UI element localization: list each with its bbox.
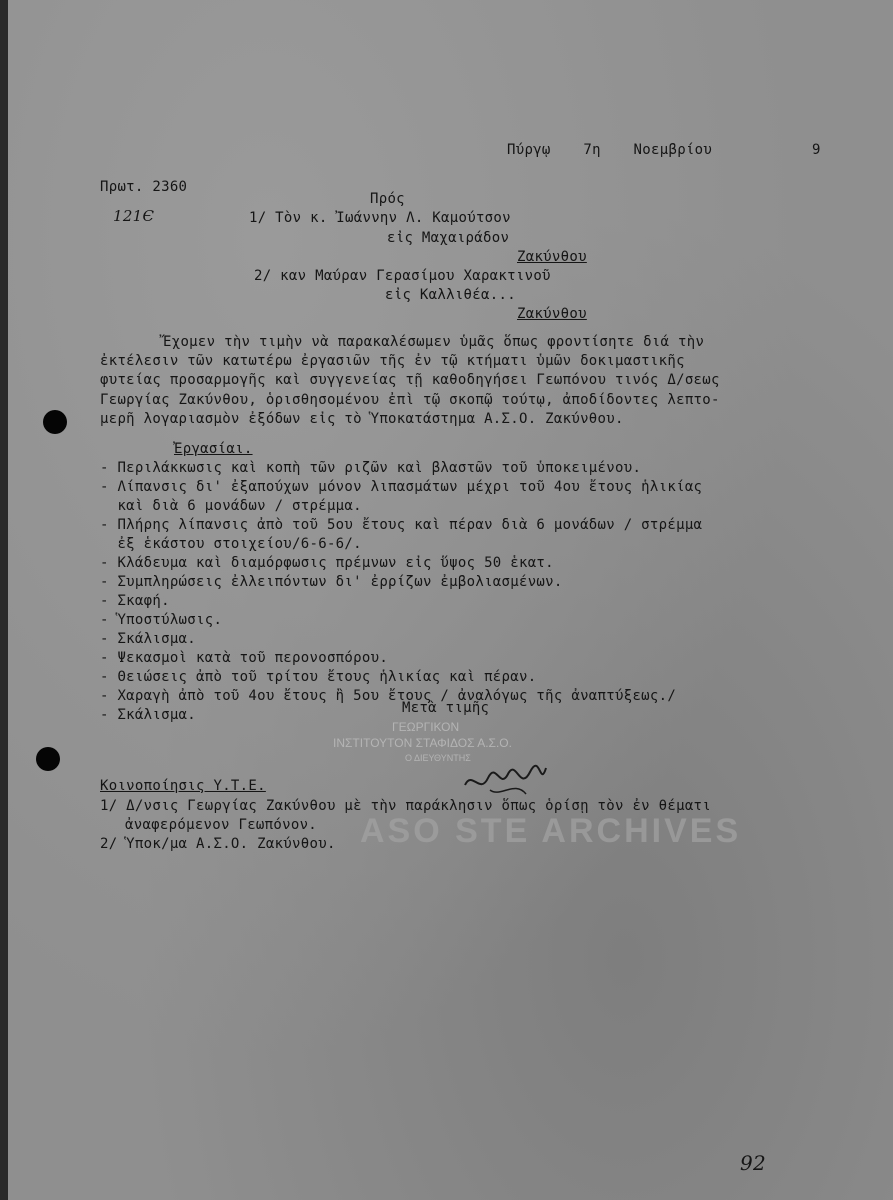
work-item: - Ψεκασμοὶ κατὰ τοῦ περονοσπόρου. — [100, 650, 389, 666]
work-item: - Λίπανσις δι' ἐξαπούχων μόνον λιπασμάτων μέχρι τοῦ 4ου ἔτους ἡλικίας — [100, 479, 703, 495]
handwritten-note: 121Є — [113, 207, 155, 225]
place-date: Πύργῳ 7η Νοεμβρίου — [507, 142, 713, 158]
punch-hole-bottom — [36, 747, 60, 771]
work-item: - Σκάλισμα. — [100, 707, 197, 723]
recipient-1-island: Ζακύνθου — [517, 249, 587, 265]
body-line-4: Γεωργίας Ζακύνθου, ὁρισθησομένου ἐπὶ τῷ σκοπῷ τούτῳ, ἀποδίδοντες λεπτο- — [100, 392, 720, 408]
body-line-1: Ἔχομεν τὴν τιμὴν νὰ παρακαλέσωμεν ὑμᾶς ὅπως φροντίσητε διά τὴν — [163, 334, 705, 350]
handwritten-page-number: 92 — [740, 1151, 767, 1175]
body-line-3: φυτείας προσαρμογῆς καὶ συγγενείας τῇ καθοδηγήσει Γεωπόνου τινός Δ/σεως — [100, 372, 720, 388]
stamp-line-3: Ο ΔΙΕΥΘΥΝΤΗΣ — [405, 753, 471, 763]
work-item: - Σκάλισμα. — [100, 631, 197, 647]
recipient-1-place: εἰς Μαχαιράδον — [387, 230, 510, 246]
punch-hole-top — [43, 410, 67, 434]
works-heading: Ἐργασίαι. — [174, 441, 253, 457]
protocol-number: Πρωτ. 2360 — [100, 179, 188, 195]
work-item: - Ὑποστύλωσις. — [100, 612, 223, 628]
stamp-line-2: ΙΝΣΤΙΤΟΥΤΟΝ ΣΤΑΦΙΔΟΣ Α.Σ.Ο. — [333, 736, 512, 750]
work-item: - Σκαφή. — [100, 593, 170, 609]
recipient-2-island: Ζακύνθου — [517, 306, 587, 322]
recipients-pros: Πρός — [370, 191, 405, 207]
recipient-1-name: 1/ Τὸν κ. Ἰωάννην Λ. Καμούτσον — [249, 210, 511, 226]
work-item: - Κλάδευμα καὶ διαμόρφωσις πρέμνων εἰς ὕψος 50 ἑκατ. — [100, 555, 554, 571]
recipient-2-name: 2/ καν Μαύραν Γερασίμου Χαρακτινοῦ — [254, 268, 551, 284]
closing-with-honor: Μετὰ τιμῆς — [402, 700, 490, 716]
work-item: καὶ διὰ 6 μονάδων / στρέμμα. — [100, 498, 362, 514]
work-item: - Χαραγὴ ἀπὸ τοῦ 4ου ἔτους ἢ 5ου ἔτους / ἀναλόγως τῆς ἀναπτύξεως./ — [100, 688, 677, 704]
notification-heading: Κοινοποίησις Υ.Τ.Ε. — [100, 778, 266, 794]
work-item: - Πλήρης λίπανσις ἀπὸ τοῦ 5ου ἔτους καὶ πέραν διὰ 6 μονάδων / στρέμμα — [100, 517, 703, 533]
body-line-5: μερῆ λογαριασμὸν ἐξόδων εἰς τὸ Ὑποκατάστημα Α.Σ.Ο. Ζακύνθου. — [100, 411, 624, 427]
stamp-line-1: ΓΕΩΡΓΙΚΟΝ — [392, 720, 460, 734]
notification-line-2: ἀναφερόμενον Γεωπόνον. — [125, 817, 318, 833]
page-number: 9 — [812, 142, 821, 158]
body-line-2: ἐκτέλεσιν τῶν κατωτέρω ἐργασιῶν τῆς ἐν τῷ κτήματι ὑμῶν δοκιμαστικῆς — [100, 353, 685, 369]
work-item: - Συμπληρώσεις ἐλλειπόντων δι' ἐρρίζων ἐμβολιασμένων. — [100, 574, 563, 590]
notification-line-3: 2/ Ὑποκ/μα Α.Σ.Ο. Ζακύνθου. — [100, 836, 336, 852]
work-item: - Θειώσεις ἀπὸ τοῦ τρίτου ἔτους ἡλικίας καὶ πέραν. — [100, 669, 537, 685]
notification-line-1: 1/ Δ/νσις Γεωργίας Ζακύνθου μὲ τὴν παράκλησιν ὅπως ὁρίσῃ τὸν ἐν θέματι — [100, 798, 712, 814]
archive-watermark: ASO STE ARCHIVES — [360, 812, 742, 850]
work-item: - Περιλάκκωσις καὶ κοπὴ τῶν ριζῶν καὶ βλαστῶν τοῦ ὑποκειμένου. — [100, 460, 642, 476]
work-item: ἐξ ἑκάστου στοιχείου/6-6-6/. — [100, 536, 362, 552]
scan-edge — [0, 0, 8, 1200]
recipient-2-place: εἰς Καλλιθέα... — [385, 287, 516, 303]
